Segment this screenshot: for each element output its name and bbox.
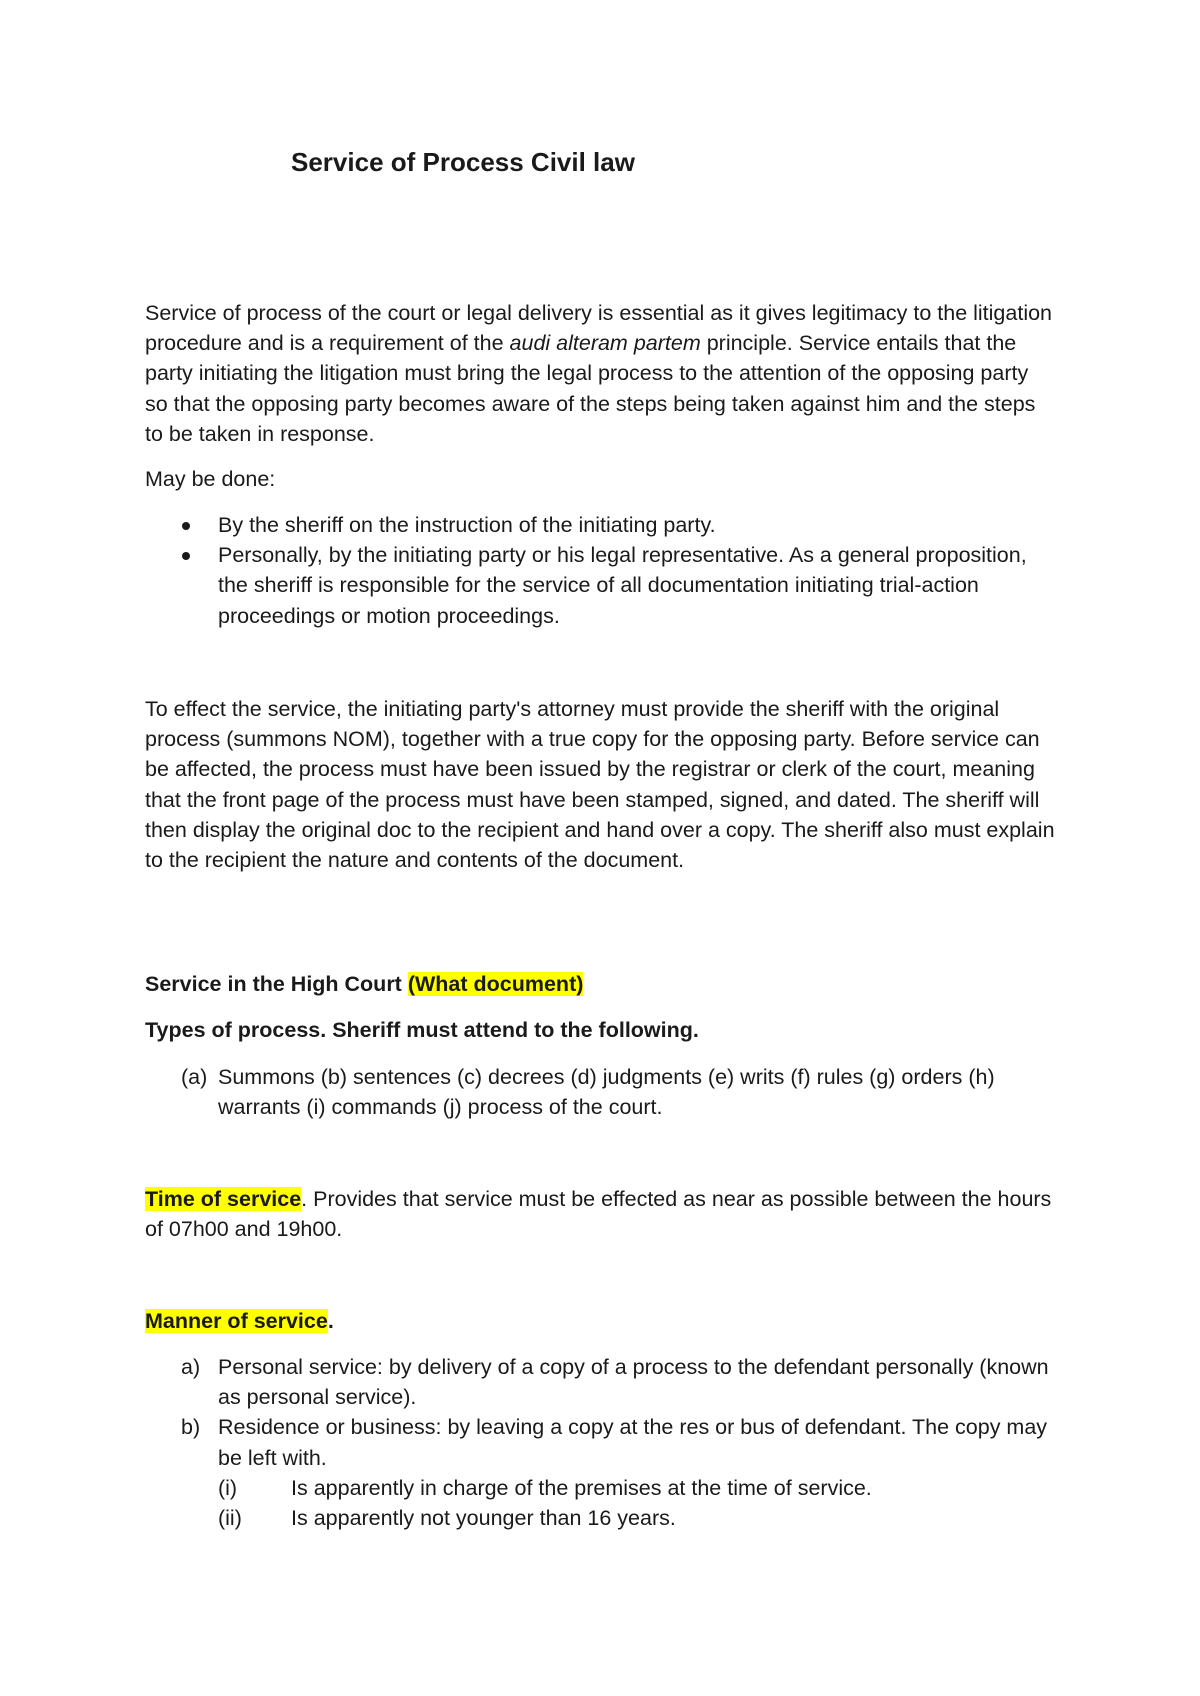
intro-italic-term: audi alteram partem	[509, 331, 701, 356]
highlighted-text: (What document)	[407, 972, 584, 996]
effect-service-paragraph: To effect the service, the initiating party's attorney must provide the sheriff with the original process (summons NOM), together with a true copy for the opposing party. Before service can be affected, the process must have been issued by the registrar or clerk of the court, meaning that the front page of the process must have been stamped, signed, and dated. The sheriff will then display the original doc to the recipient and hand over a copy. The sheriff also must explain to the recipient the nature and contents of the document.	[145, 697, 1055, 873]
list-marker: (ii)	[218, 1506, 242, 1531]
list-item-text: Summons (b) sentences (c) decrees (d) judgments (e) writs (f) rules (g) orders (h) warrants (i) commands (j) process of the court.	[218, 1065, 995, 1120]
manner-of-service-heading	[145, 1306, 334, 1336]
list-marker: (i)	[218, 1475, 238, 1500]
list-item	[145, 540, 1055, 631]
sub-list-item	[218, 1473, 1055, 1503]
intro-text-start: Service of process of the court or legal delivery is essential as it gives legitimacy to the litigation procedure and is a requirement of the	[145, 301, 1053, 356]
time-of-service-text: . Provides that service must be effected as near as possible between the hours of 07h00 and 19h00.	[145, 1187, 1052, 1242]
list-item-text: Is apparently not younger than 16 years.	[291, 1506, 676, 1531]
time-of-service-paragraph	[145, 1184, 1055, 1244]
intro-text-end: principle. Service entails that the party initiating the litigation must bring the legal process to the attention of the opposing party so that the opposing party becomes aware of the steps being taken against him and the steps to be taken in response.	[145, 331, 1036, 446]
highlighted-text: Manner of service	[145, 1309, 328, 1333]
list-item-text: By the sheriff on the instruction of the initiating party.	[218, 513, 716, 537]
may-be-done-label: May be done:	[145, 467, 276, 491]
types-of-process-item	[145, 1062, 1055, 1122]
bullet-icon	[182, 522, 190, 530]
intro-paragraph	[145, 298, 1055, 449]
list-item	[145, 1352, 1055, 1412]
bullet-icon	[182, 552, 190, 560]
list-item-text: Residence or business: by leaving a copy at the res or bus of defendant. The copy may be left with.	[218, 1415, 1048, 1470]
sub-list	[218, 1473, 1055, 1533]
document-title: Service of Process Civil law	[291, 147, 635, 177]
heading-suffix: .	[327, 1309, 334, 1333]
high-court-heading	[145, 969, 583, 999]
service-methods-list	[145, 510, 1055, 631]
list-item-text: Personally, by the initiating party or his legal representative. As a general proposition, the sheriff is responsible for the service of all documentation initiating trial-action proceedings or motion proceedings.	[218, 543, 1027, 628]
list-marker: (a)	[181, 1065, 208, 1089]
list-marker: a)	[181, 1355, 201, 1379]
high-court-heading-text: Service in the High Court	[145, 972, 408, 996]
sub-list-item	[218, 1503, 1055, 1533]
list-item-text: Personal service: by delivery of a copy of a process to the defendant personally (known as personal service).	[218, 1355, 1049, 1410]
list-item-text: Is apparently in charge of the premises at the time of service.	[291, 1475, 872, 1500]
manner-of-service-list	[145, 1352, 1055, 1533]
list-item	[145, 1412, 1055, 1533]
list-marker: b)	[181, 1415, 201, 1440]
types-of-process-heading: Types of process. Sheriff must attend to the following.	[145, 1018, 699, 1042]
highlighted-text: Time of service	[145, 1187, 302, 1211]
list-item	[145, 510, 1055, 540]
